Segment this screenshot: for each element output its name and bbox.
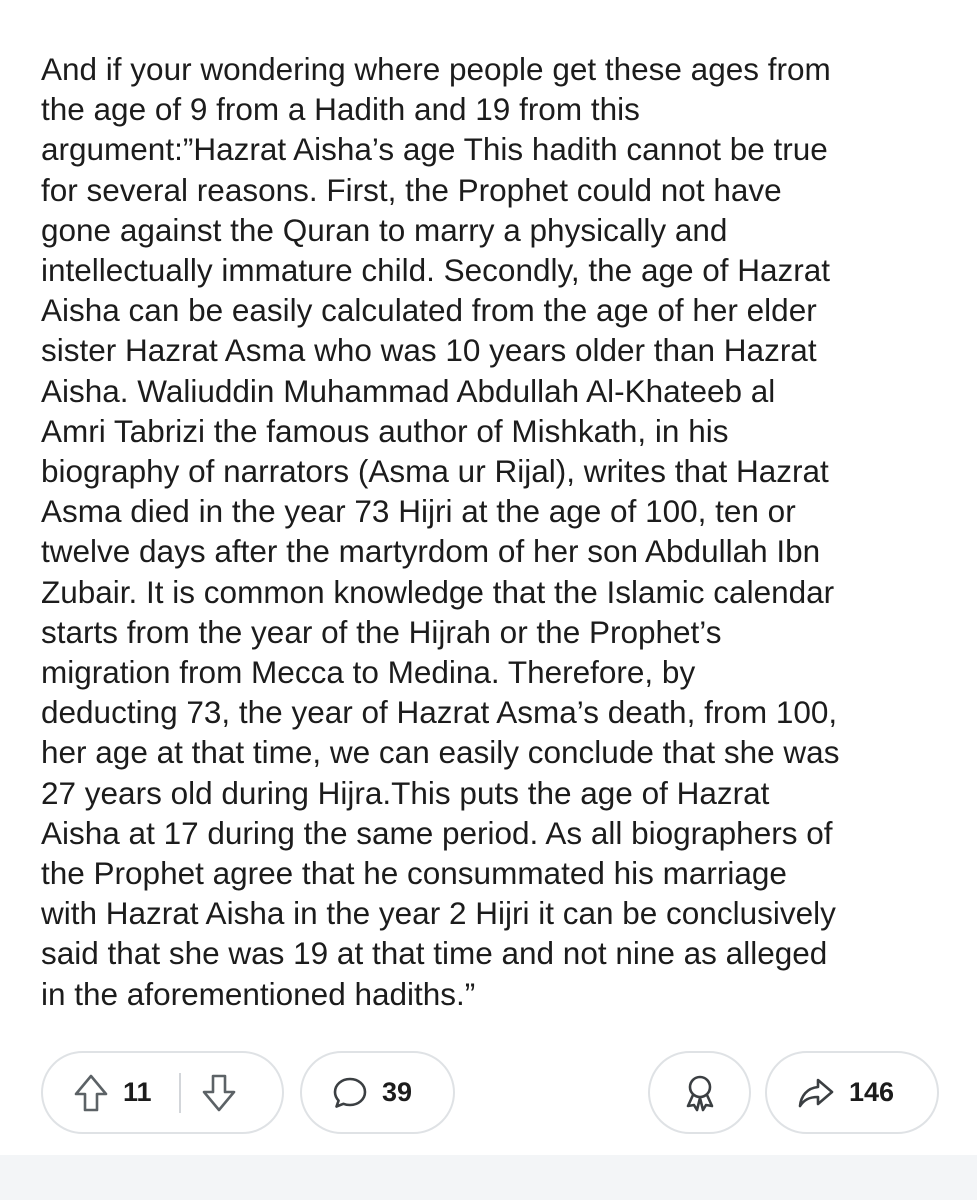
comment-icon [332,1075,368,1111]
post-line-13: twelve days after the martyrdom of her son Abdullah Ibn [41,533,821,570]
bottom-divider-strip [0,1155,977,1200]
post-line-20: Aisha at 17 during the same period. As all biographers of [41,814,833,851]
post-line-15: starts from the year of the Hijrah or the Prophet’s [41,613,722,650]
post-line-7: Aisha can be easily calculated from the age of her elder [41,292,817,329]
post-line-6: intellectually immature child. Secondly, the age of Hazrat [41,252,831,289]
award-button[interactable] [648,1051,751,1134]
post-line-16: migration from Mecca to Medina. Therefore, by [41,654,696,691]
post-line-18: her age at that time, we can easily conclude that she was [41,734,840,771]
post-line-22: with Hazrat Aisha in the year 2 Hijri it can be conclusively [41,895,836,932]
post-line-23: said that she was 19 at that time and not nine as alleged [41,935,828,972]
post-line-17: deducting 73, the year of Hazrat Asma’s death, from 100, [41,694,838,731]
post-line-1: And if your wondering where people get these ages from [41,51,831,87]
share-arrow-icon [797,1076,835,1110]
downvote-icon[interactable] [201,1073,237,1113]
post-line-19: 27 years old during Hijra.This puts the age of Hazrat [41,774,770,811]
upvote-icon[interactable] [73,1073,109,1113]
post-line-14: Zubair. It is common knowledge that the Islamic calendar [41,573,835,610]
post-line-10: Amri Tabrizi the famous author of Mishkath, in his [41,412,729,449]
vote-divider [179,1073,181,1113]
share-count: 146 [849,1077,895,1107]
vote-count: 11 [123,1077,152,1107]
post-line-11: biography of narrators (Asma ur Rijal), writes that Hazrat [41,453,829,490]
post-line-21: the Prophet agree that he consummated his marriage [41,855,787,892]
post-line-2: the age of 9 from a Hadith and 19 from this [41,91,640,128]
post-action-bar [41,1051,939,1136]
post-line-4: for several reasons. First, the Prophet could not have [41,171,782,208]
comments-button[interactable] [300,1051,455,1134]
post-line-8: sister Hazrat Asma who was 10 years older than Hazrat [41,332,817,369]
post-line-5: gone against the Quran to marry a physically and [41,211,728,248]
post-line-24: in the aforementioned hadiths.” [41,975,476,1012]
vote-control [41,1051,284,1134]
comment-count: 39 [382,1077,413,1107]
post-line-3: argument:”Hazrat Aisha’s age This hadith cannot be true [41,131,828,168]
share-button[interactable] [765,1051,939,1134]
post-line-9: Aisha. Waliuddin Muhammad Abdullah Al-Khateeb al [41,372,776,409]
post-line-12: Asma died in the year 73 Hijri at the age of 100, ten or [41,493,796,530]
award-ribbon-icon [683,1073,717,1113]
post-body-text [41,49,946,1014]
